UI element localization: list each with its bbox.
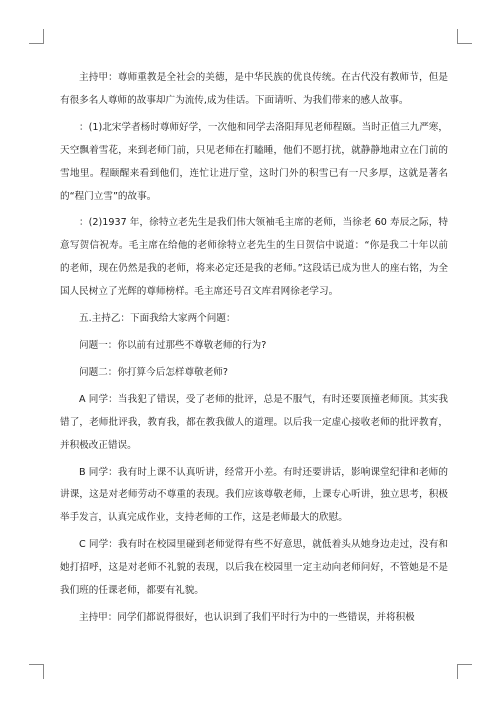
crop-mark-top-left [29,29,44,44]
paragraph-student-b: B 同学：我有时上课不认真听讲，经常开小差。有时还要讲话，影响课堂纪律和老师的讲课，这是对老师劳动不尊重的表现。我们应该尊敬老师，上课专心听讲，独立思考，积极举手发言，认真完成作业，支持老师的工作，这是老师最大的欣慰。 [60,466,448,524]
paragraph-story-2: ：(2)1937 年，徐特立老先生是我们伟大领袖毛主席的老师，当徐老 60 寿辰之际，特意写贺信祝寿。毛主席在给他的老师徐特立老先生的生日贺信中说道：“你是我二十年以前的老师，现在仍然是我的老师，将来必定还是我的老师。”这段话已成为世人的座右铭，为全国人民树立了光辉的尊师榜样。毛主席还号召文库君网徐老学习。 [60,217,448,298]
paragraph-question-2: 问题二：你打算今后怎样尊敬老师? [79,366,228,378]
crop-mark-bottom-left [29,664,44,679]
paragraph-question-1: 问题一：你以前有过那些不尊敬老师的行为? [79,339,267,351]
paragraph-section-five: 五.主持乙：下面我给大家两个问题： [79,313,236,325]
document-body [60,67,448,630]
paragraph-story-1: ：(1)北宋学者杨时尊师好学，一次他和同学去洛阳拜见老师程颐。当时正值三九严寒，天空飘着雪花，来到老师门前，只见老师在打瞌睡，他们不愿打扰，就静静地肃立在门前的雪地里。程颐醒来看到他们，连忙让进厅堂，这时门外的积雪已有一尺多厚，这就是著名的“程门立雪”的故事。 [60,121,448,202]
paragraph-student-c: C 同学：我有时在校园里碰到老师觉得有些不好意思，就低着头从她身边走过，没有和她打招呼，这是对老师不礼貌的表现，以后我在校园里一定主动向老师问好，不管她是不是我们班的任课老师，都要有礼貌。 [60,539,448,597]
paragraph-closing: 主持甲：同学们都说得很好，也认识到了我们平时行为中的一些错误，并将积极 [79,611,415,623]
paragraph-intro: 主持甲：尊师重教是全社会的美德，是中华民族的优良传统。在古代没有教师节，但是有很多名人尊师的故事却广为流传,成为佳话。下面请听、为我们带来的感人故事。 [60,72,448,106]
crop-mark-bottom-right [457,664,472,679]
crop-mark-top-right [457,29,472,44]
paragraph-student-a: A 同学：当我犯了错误，受了老师的批评，总是不服气，有时还要顶撞老师顶。其实我错了，老师批评我，教育我，都在教我做人的道理。以后我一定虚心接收老师的批评教育，并积极改正错误。 [60,393,448,451]
